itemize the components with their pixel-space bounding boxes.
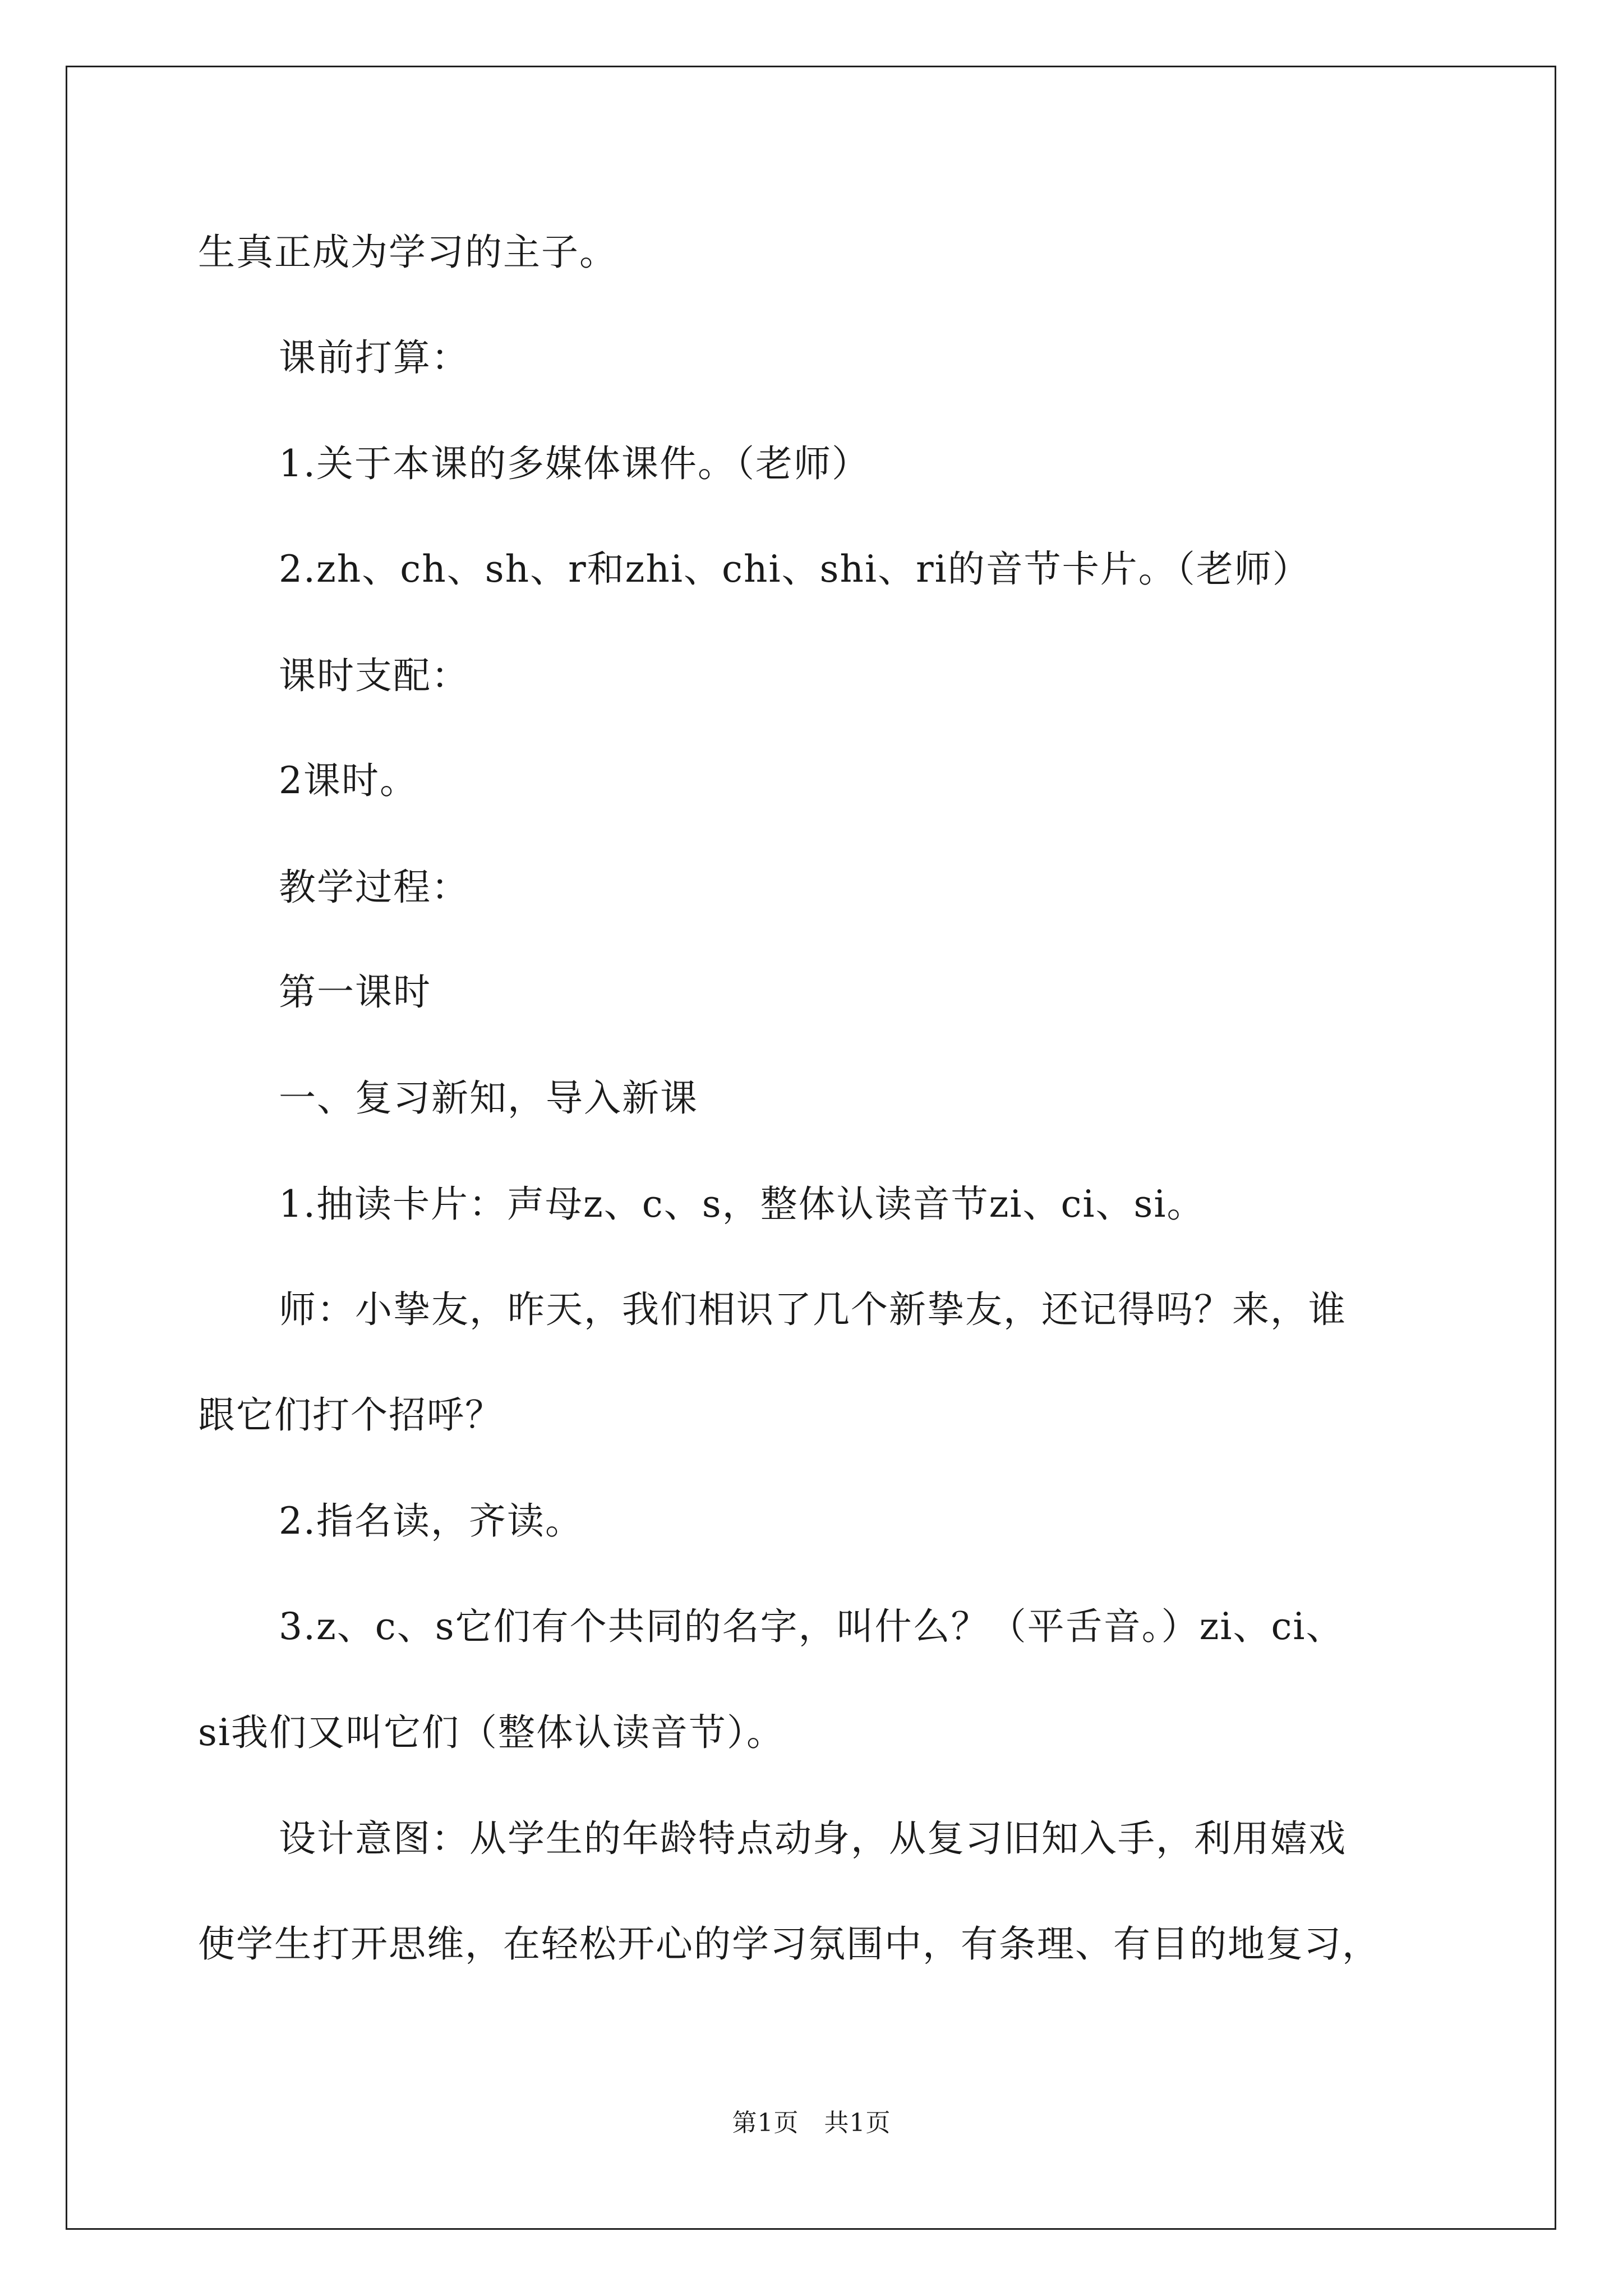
paragraph-line: 一、复习新知，导入新课 <box>279 1076 698 1120</box>
paragraph-line: 课前打算： <box>279 336 469 379</box>
page-footer: 第1页 共1页 <box>732 2109 891 2137</box>
paragraph-line: 课时支配： <box>279 654 469 697</box>
paragraph-line: 3.z、c、s它们有个共同的名字，叫什么？（平舌音。）zi、ci、 <box>279 1605 1344 1648</box>
paragraph-line: 2.zh、ch、sh、r和zhi、chi、shi、ri的音节卡片。（老师） <box>279 547 1311 591</box>
paragraph-line: si我们又叫它们（整体认读音节）。 <box>198 1711 785 1754</box>
paragraph-line: 1.关于本课的多媒体课件。（老师） <box>279 442 870 485</box>
paragraph-line: 2课时。 <box>279 759 418 802</box>
paragraph-line: 生真正成为学习的主子。 <box>198 231 617 274</box>
paragraph-line: 设计意图：从学生的年龄特点动身，从复习旧知入手，利用嬉戏 <box>279 1817 1347 1860</box>
paragraph-line: 跟它们打个招呼？ <box>198 1393 503 1437</box>
paragraph-line: 使学生打开思维，在轻松开心的学习氛围中，有条理、有目的地复习， <box>198 1922 1380 1966</box>
paragraph-line: 师：小挚友，昨天，我们相识了几个新挚友，还记得吗？来，谁 <box>279 1288 1347 1331</box>
paragraph-line: 1.抽读卡片：声母z、c、s，整体认读音节zi、ci、si。 <box>279 1182 1205 1226</box>
page-border <box>66 66 1556 2230</box>
paragraph-line: 第一课时 <box>279 970 431 1014</box>
paragraph-line: 2.指名读，齐读。 <box>279 1499 583 1543</box>
paragraph-line: 教学过程： <box>279 866 469 909</box>
